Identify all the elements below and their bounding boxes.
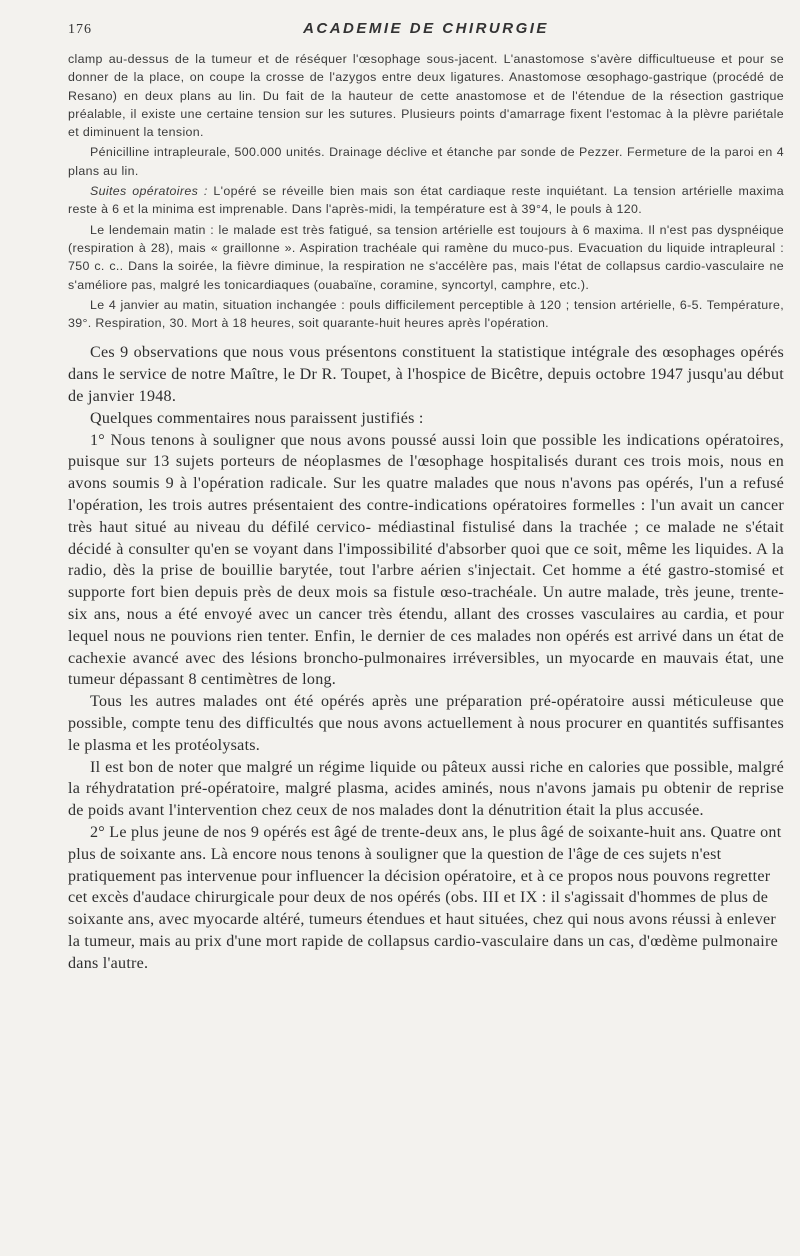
paragraph-point-1: 1° Nous tenons à souligner que nous avons poussé aussi loin que possible les indications opératoires, puisque sur 13 sujets porteurs de néoplasmes de l'œsophage hospitalisés durant ces trois mois, nous en avons soumis 9 à l'opération radicale. Sur les quatre malades que nous n'avons pas opérés, l'un a refusé l'opération, les trois autres présentaient des contre-indications opératoires formelles : l'un avait un cancer très haut situé au niveau du défilé cervico- médiastinal fistulisé dans la trachée ; ce malade ne s'était décidé à consulter qu'en se voyant dans l'impossibilité d'absorber quoi que ce soit, même les liquides. A la radio, dès la prise de bouillie barytée, tout l'arbre aérien s'injectait. Cet homme a été gastro-stomisé et supporte fort bien depuis près de deux mois sa fistule œso-trachéale. Un autre malade, très jeune, trente-six ans, nous a été envoyé avec un cancer très étendu, allant des crosses vasculaires au cardia, et pour lequel nous ne pouvions rien tenter. Enfin, le dernier de ces malades non opérés est arrivé dans un état de cachexie avancé avec des lésions broncho-pulmonaires irréversibles, un myocarde en mauvais état, une tumeur dépassant 8 centimètres de long. <box>68 431 784 689</box>
paragraph-commentaires: Quelques commentaires nous paraissent justifiés : <box>90 409 424 427</box>
paragraph-suites-operatoires <box>68 182 784 219</box>
case-report-small-print <box>68 50 784 332</box>
paragraph-4-janvier: Le 4 janvier au matin, situation inchangée : pouls difficilement perceptible à 120 ; tension artérielle, 6-5. Température, 39°. Respiration, 30. Mort à 18 heures, soit quarante-huit heures après l'opération. <box>68 297 784 331</box>
page-number: 176 <box>68 22 92 37</box>
paragraph-regime: Il est bon de noter que malgré un régime liquide ou pâteux aussi riche en calories que possible, malgré la réhydratation pré-opératoire, malgré plasma, acides aminés, nous n'avons jamais pu obtenir de reprise de poids avant l'intervention chez ceux de nos malades dont la dénutrition était la plus accusée. <box>68 758 784 820</box>
paragraph-anastomose: clamp au-dessus de la tumeur et de réséquer l'œsophage sous-jacent. L'anastomose s'avère difficultueuse et pour se donner de la place, on coupe la crosse de l'azygos entre deux ligatures. Anastomose œsophago-gastrique (procédé de Resano) en deux plans au lin. Du fait de la hauteur de cette anastomose et de l'étendue de la résection gastrique préalable, il existe une certaine tension sur les sutures. Plusieurs points d'amarrage fixent l'estomac à la plèvre pariétale et diminuent la tension. <box>68 52 784 140</box>
paragraph-point-2: 2° Le plus jeune de nos 9 opérés est âgé de trente-deux ans, le plus âgé de soixante-huit ans. Quatre ont plus de soixante ans. Là encore nous tenons à souligner que la question de l'âge de ces sujets n'est pratiquement pas intervenue pour influencer la décision opératoire, et à ce propos nous pouvons regretter cet excès d'audace chirurgicale pour deux de nos opérés (obs. III et IX : il s'agissait d'hommes de plus de soixante ans, avec myocarde altéré, tumeurs étendues et haut situées, chez qui nous avons réussi à enlever la tumeur, mais au prix d'une mort rapide de collapsus cardio-vasculaire dans un cas, d'œdème pulmonaire dans l'autre. <box>68 823 782 972</box>
running-head: ACADEMIE DE CHIRURGIE <box>303 20 549 37</box>
paragraph-lendemain: Le lendemain matin : le malade est très fatigué, sa tension artérielle est toujours à 6 maxima. Il n'est pas dyspnéique (respiration à 28), mais « graillonne ». Aspiration trachéale qui ramène du muco-pus. Evacuation du liquide intrapleural : 750 c. c.. Dans la soirée, la fièvre diminue, la respiration ne s'accélère pas, mais l'état de collapsus cardio-vasculaire ne s'améliore pas, malgré les tonicardiaques (ouabaïne, coramine, syncortyl, camphre, etc.). <box>68 222 784 292</box>
document-page <box>68 20 784 975</box>
commentary-body <box>68 342 784 974</box>
paragraph-preparation: Tous les autres malades ont été opérés après une préparation pré-opératoire aussi méticuleuse que possible, compte tenu des difficultés que nous avons actuellement à nous procurer en quantités suffisantes le plasma et les protéolysats. <box>68 693 784 754</box>
paragraph-penicilline: Pénicilline intrapleurale, 500.000 unités. Drainage déclive et étanche par sonde de Pezzer. Fermeture de la paroi en 4 plans au lin. <box>68 145 784 178</box>
paragraph-observations: Ces 9 observations que nous vous présentons constituent la statistique intégrale des œsophages opérés dans le service de notre Maître, le Dr R. Toupet, à l'hospice de Bicêtre, depuis octobre 1947 jusqu'au début de janvier 1948. <box>68 344 784 406</box>
suites-operatoires-text: L'opéré se réveille bien mais son état cardiaque reste inquiétant. La tension artérielle maxima reste à 6 et la minima est imprenable. Dans l'après-midi, la température est à 39°4, le pouls à 120. <box>68 184 784 217</box>
page-header <box>68 20 784 50</box>
suites-operatoires-heading: Suites opératoires : <box>90 184 208 199</box>
